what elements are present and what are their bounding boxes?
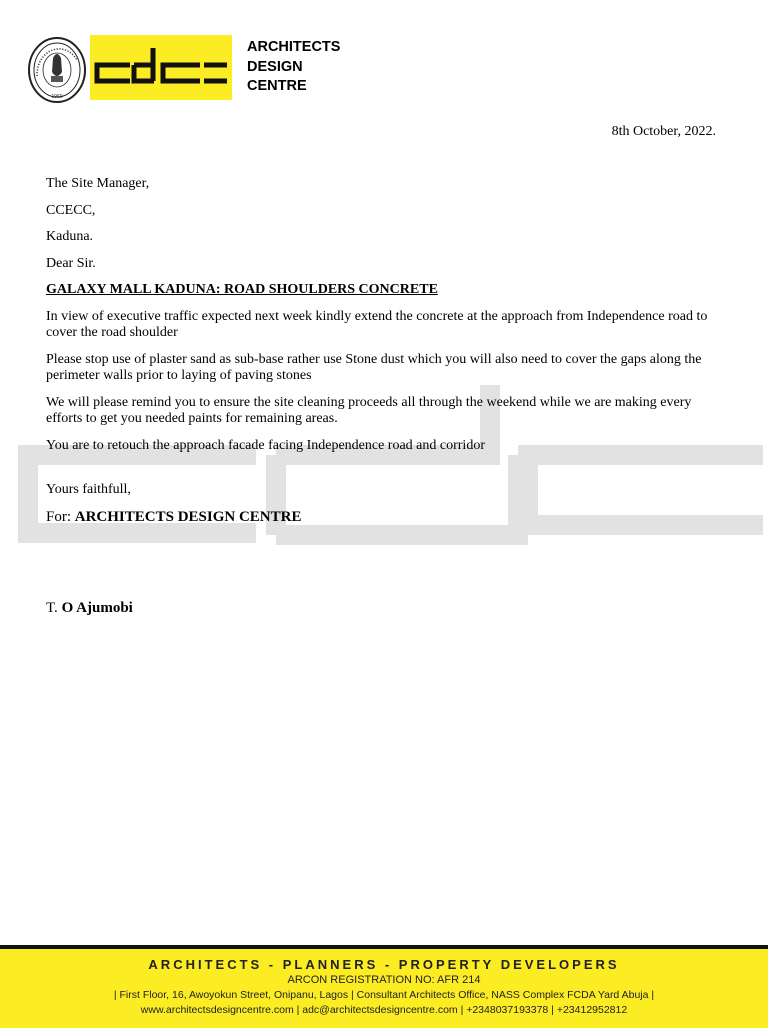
paragraph-1: In view of executive traffic expected next week kindly extend the concrete at the approach from Independence road to cover the road shoulder — [46, 308, 708, 340]
paragraph-4: You are to retouch the approach facade facing Independence road and corridor — [46, 437, 485, 453]
paragraph-3: We will please remind you to ensure the site cleaning proceeds all through the weekend while we are making every efforts to get you needed paints for remaining areas. — [46, 394, 692, 426]
company-logo — [90, 35, 232, 100]
svg-text:1960: 1960 — [51, 94, 63, 100]
recipient-line-1: The Site Manager, — [46, 176, 150, 191]
for-prefix: For: — [46, 508, 75, 525]
firm-name-line-1: ARCHITECTS — [247, 39, 341, 55]
letter-date: 8th October, 2022. — [611, 124, 716, 139]
signer-initial: T. — [46, 600, 62, 616]
paragraph-2: Please stop use of plaster sand as sub-base rather use Stone dust which you will also need to cover the gaps along the perimeter walls prior to laying of paving stones — [46, 351, 702, 383]
footer-registration: ARCON REGISTRATION NO: AFR 214 — [287, 974, 481, 986]
letter-body — [46, 176, 726, 535]
signatory — [46, 600, 133, 617]
subject-line: GALAXY MALL KADUNA: ROAD SHOULDERS CONCRETE — [46, 282, 438, 297]
recipient-line-3: Kaduna. — [46, 229, 94, 244]
signer-name: O Ajumobi — [61, 600, 133, 616]
recipient-line-2: CCECC, — [46, 202, 96, 218]
institute-seal — [27, 36, 87, 104]
firm-name — [247, 38, 340, 97]
footer-contacts: www.architectsdesigncentre.com | adc@architectsdesigncentre.com | +2348037193378 | +23412952812 — [140, 1004, 628, 1016]
salutation: Dear Sir. — [46, 255, 96, 271]
closing: Yours faithfull, — [46, 482, 131, 497]
footer — [0, 945, 768, 1028]
footer-address: | First Floor, 16, Awoyokun Street, Onipanu, Lagos | Consultant Architects Office, NASS Complex FCDA Yard Abuja | — [113, 989, 655, 1001]
footer-tagline: ARCHITECTS - PLANNERS - PROPERTY DEVELOPERS — [148, 957, 620, 972]
firm-name-line-2: DESIGN — [247, 58, 303, 75]
firm-name-line-3: CENTRE — [247, 78, 307, 94]
for-firm: ARCHITECTS DESIGN CENTRE — [74, 508, 302, 525]
for-line — [46, 509, 726, 526]
